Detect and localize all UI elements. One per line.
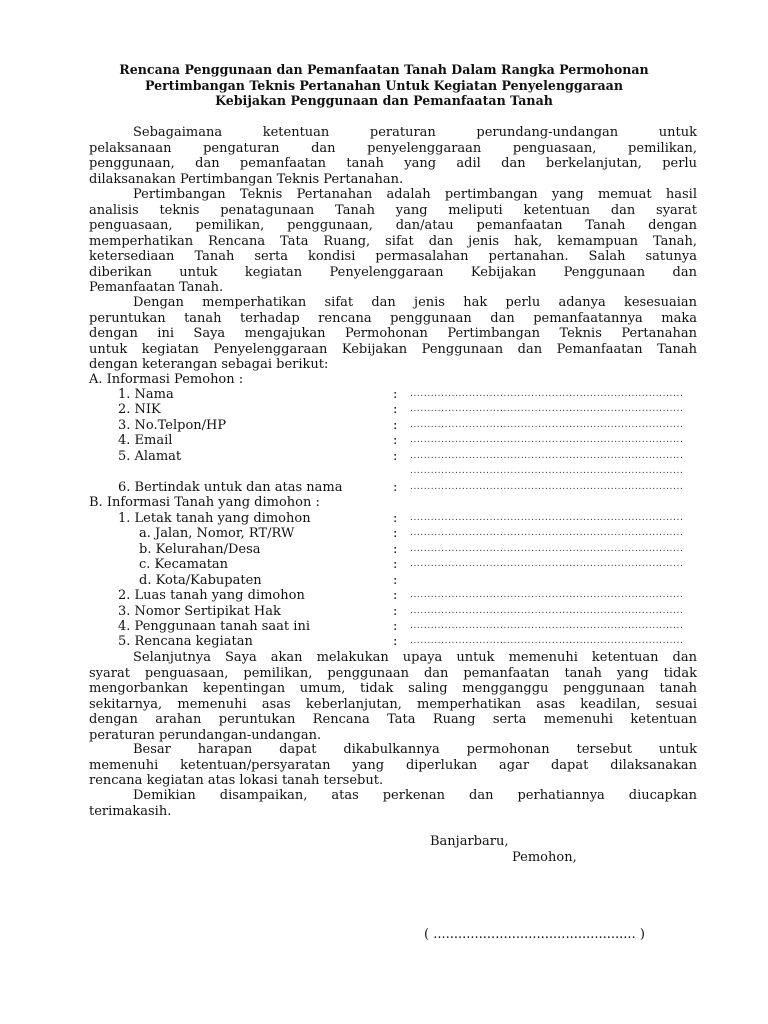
paragraph-line: Pertimbangan Teknis Pertanahan adalah pertimbangan yang memuat hasil [133, 187, 697, 202]
paragraph-line: analisis teknis penatagunaan Tanah yang meliputi ketentuan dan syarat [89, 202, 697, 218]
paragraph-commitment [89, 650, 697, 743]
paragraph-closing [89, 788, 697, 819]
field-colon: : [393, 402, 398, 417]
field-label-kelurahan: b. Kelurahan/Desa [139, 542, 261, 557]
title-line: Pertimbangan Teknis Pertanahan Untuk Kegiatan Penyelenggaraan [145, 77, 623, 93]
field-label-luas: 2. Luas tanah yang dimohon [118, 588, 305, 603]
paragraph-definition [89, 187, 697, 296]
field-colon: : [393, 433, 398, 448]
field-label-kota: d. Kota/Kabupaten [139, 573, 262, 588]
paragraph-line: Pemanfaatan Tanah. [89, 280, 224, 295]
paragraph-line: Selanjutnya Saya akan melakukan upaya untuk memenuhi ketentuan dan [133, 650, 697, 665]
field-colon: : [393, 418, 398, 433]
paragraph-line: dengan ini Saya mengajukan Permohonan Pertimbangan Teknis Pertanahan [89, 326, 697, 341]
field-colon: : [393, 634, 398, 649]
signature-name-blank[interactable]: ( ................................................. ) [424, 927, 645, 942]
paragraph-line: memperhatikan Rencana Tata Ruang, sifat dan jenis hak, kemampuan Tanah, [89, 233, 697, 249]
title-line: Rencana Penggunaan dan Pemanfaatan Tanah Dalam Rangka Permohonan [119, 62, 649, 77]
paragraph-line: mengorbankan kepentingan umum, tidak saling mengganggu penggunaan tanah [89, 681, 697, 696]
paragraph-line: penguasaan, pemilikan, penggunaan, dan/atau pemanfaatan Tanah dengan [89, 218, 697, 233]
paragraph-hope [89, 742, 697, 789]
field-alamat-blank[interactable]: ............................................................................... [410, 451, 684, 461]
field-colon: : [393, 449, 398, 464]
field-sertipikat-blank[interactable]: ............................................................................... [410, 606, 684, 616]
field-label-rencana: 5. Rencana kegiatan [118, 634, 253, 649]
paragraph-line: syarat penguasaan, pemilikan, penggunaan dan pemanfaatan tanah yang tidak [89, 665, 697, 681]
paragraph-line: Dengan memperhatikan sifat dan jenis hak perlu adanya kesesuaian [133, 295, 697, 310]
field-label-email: 4. Email [118, 433, 173, 448]
paragraph-line: Demikian disampaikan, atas perkenan dan perhatiannya diucapkan [133, 788, 697, 803]
section-a-heading: A. Informasi Pemohon : [89, 372, 244, 387]
field-email-blank[interactable]: ............................................................................... [410, 435, 684, 445]
field-label-jalan: a. Jalan, Nomor, RT/RW [139, 526, 295, 541]
field-penggunaan-blank[interactable]: ............................................................................... [410, 621, 684, 631]
section-b-heading: B. Informasi Tanah yang dimohon : [89, 495, 320, 510]
field-nama-blank[interactable]: ............................................................................... [410, 389, 684, 399]
field-nik-blank[interactable]: ............................................................................... [410, 404, 684, 414]
field-colon: : [393, 511, 398, 526]
paragraph-line: sekitarnya, memenuhi asas keberlanjutan, memperhatikan asas keadilan, sesuai [89, 696, 697, 712]
field-colon: : [393, 542, 398, 557]
paragraph-line: pelaksanaan pengaturan dan penyelenggaraan penguasaan, pemilikan, [89, 140, 697, 156]
paragraph-line: terimakasih. [89, 803, 172, 819]
paragraph-request [89, 295, 697, 373]
field-luas-blank[interactable]: ............................................................................... [410, 590, 684, 600]
field-label-kecamatan: c. Kecamatan [139, 557, 229, 572]
field-phone-blank[interactable]: ............................................................................... [410, 420, 684, 430]
field-colon: : [393, 604, 398, 619]
field-label-nik: 2. NIK [118, 402, 161, 417]
field-colon: : [393, 573, 398, 588]
paragraph-line: dilaksanakan Pertimbangan Teknis Pertanahan. [89, 171, 404, 187]
field-letak-blank[interactable]: ............................................................................... [410, 513, 684, 523]
paragraph-intro [89, 125, 697, 187]
field-kecamatan-blank[interactable]: ............................................................................... [410, 559, 684, 569]
paragraph-line: dengan keterangan sebagai berikut: [89, 357, 329, 372]
field-alamat-blank-2[interactable]: ............................................................................... [410, 466, 684, 476]
paragraph-line: peraturan perundangan-undangan. [89, 727, 322, 743]
field-label-sertipikat: 3. Nomor Sertipikat Hak [118, 604, 281, 619]
document-title [60, 62, 708, 109]
paragraph-line: peruntukan tanah terhadap rencana penggunaan dan pemanfaatannya maka [89, 310, 697, 326]
field-kelurahan-blank[interactable]: ............................................................................... [410, 544, 684, 554]
field-atas-nama-blank[interactable]: ............................................................................... [410, 482, 684, 492]
field-colon: : [393, 619, 398, 634]
field-label-penggunaan: 4. Penggunaan tanah saat ini [118, 619, 310, 634]
paragraph-line: Sebagaimana ketentuan peraturan perundang-undangan untuk [133, 125, 697, 140]
field-colon: : [393, 387, 398, 402]
field-colon: : [393, 480, 398, 495]
paragraph-line: diberikan untuk kegiatan Penyelenggaraan Kebijakan Penggunaan dan [89, 264, 697, 280]
field-rencana-blank[interactable]: ............................................................................... [410, 636, 684, 646]
field-colon: : [393, 588, 398, 603]
field-colon: : [393, 526, 398, 541]
title-line: Kebijakan Penggunaan dan Pemanfaatan Tanah [215, 93, 553, 108]
paragraph-line: untuk kegiatan Penyelenggaraan Kebijakan Penggunaan dan Pemanfaatan Tanah [89, 341, 697, 357]
field-label-letak: 1. Letak tanah yang dimohon [118, 511, 311, 526]
field-label-alamat: 5. Alamat [118, 449, 182, 464]
paragraph-line: memenuhi ketentuan/persyaratan yang diperlukan agar dapat dilaksanakan [89, 757, 697, 773]
paragraph-line: rencana kegiatan atas lokasi tanah tersebut. [89, 773, 384, 788]
field-colon: : [393, 557, 398, 572]
field-label-atas-nama: 6. Bertindak untuk dan atas nama [118, 480, 343, 495]
field-jalan-blank[interactable]: ............................................................................... [410, 528, 684, 538]
field-label-phone: 3. No.Telpon/HP [118, 418, 227, 433]
paragraph-line: ketersediaan Tanah serta kondisi permasalahan pertanahan. Salah satunya [89, 249, 697, 264]
signature-role: Pemohon, [512, 850, 577, 865]
paragraph-line: Besar harapan dapat dikabulkannya permohonan tersebut untuk [133, 742, 697, 757]
field-label-nama: 1. Nama [118, 387, 174, 402]
paragraph-line: penggunaan, dan pemanfaatan tanah yang adil dan berkelanjutan, perlu [89, 156, 697, 171]
paragraph-line: dengan arahan peruntukan Rencana Tata Ruang serta memenuhi ketentuan [89, 712, 697, 727]
signature-place: Banjarbaru, [430, 834, 509, 849]
